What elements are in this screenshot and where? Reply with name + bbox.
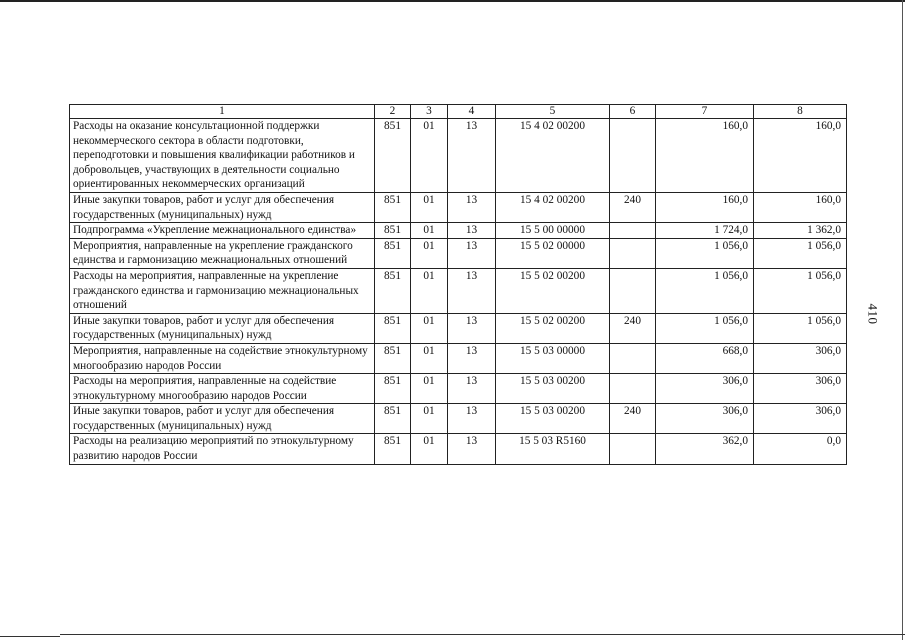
section-code-cell: 01	[411, 268, 448, 313]
target-article-cell: 15 5 03 00200	[496, 374, 610, 404]
section-code-cell: 01	[411, 313, 448, 343]
amount-col7-cell: 1 056,0	[656, 268, 754, 313]
amount-col8-cell: 1 056,0	[754, 268, 847, 313]
expense-type-cell	[610, 343, 656, 373]
target-article-cell: 15 5 00 00000	[496, 223, 610, 239]
amount-col8-cell: 1 056,0	[754, 238, 847, 268]
expense-type-cell	[610, 268, 656, 313]
department-code-cell: 851	[375, 404, 411, 434]
expense-name-cell: Расходы на реализацию мероприятий по этнокультурному развитию народов России	[70, 434, 375, 464]
subsection-code-cell: 13	[448, 223, 496, 239]
section-code-cell: 01	[411, 404, 448, 434]
amount-col7-cell: 1 056,0	[656, 238, 754, 268]
subsection-code-cell: 13	[448, 343, 496, 373]
budget-table	[69, 104, 847, 465]
table-row	[70, 268, 847, 313]
scan-border-right	[902, 0, 903, 640]
expense-type-cell	[610, 119, 656, 193]
column-header: 1	[70, 105, 375, 119]
column-header: 8	[754, 105, 847, 119]
department-code-cell: 851	[375, 313, 411, 343]
expense-name-cell: Расходы на оказание консультационной поддержки некоммерческого сектора в области подготовки, переподготовки и повышения квалификации работников и добровольцев, участвующих в деятельности социально ориентированных некоммерческих организаций	[70, 119, 375, 193]
table-row	[70, 119, 847, 193]
department-code-cell: 851	[375, 119, 411, 193]
column-header: 3	[411, 105, 448, 119]
subsection-code-cell: 13	[448, 238, 496, 268]
column-header: 6	[610, 105, 656, 119]
table-row	[70, 192, 847, 222]
target-article-cell: 15 5 02 00200	[496, 313, 610, 343]
target-article-cell: 15 5 03 00200	[496, 404, 610, 434]
column-header: 5	[496, 105, 610, 119]
department-code-cell: 851	[375, 374, 411, 404]
target-article-cell: 15 5 02 00000	[496, 238, 610, 268]
section-code-cell: 01	[411, 238, 448, 268]
subsection-code-cell: 13	[448, 192, 496, 222]
amount-col8-cell: 1 362,0	[754, 223, 847, 239]
department-code-cell: 851	[375, 192, 411, 222]
amount-col8-cell: 1 056,0	[754, 313, 847, 343]
expense-type-cell	[610, 374, 656, 404]
page-number: 410	[865, 303, 881, 325]
expense-type-cell: 240	[610, 313, 656, 343]
department-code-cell: 851	[375, 268, 411, 313]
expense-name-cell: Мероприятия, направленные на укрепление гражданского единства и гармонизацию межнациональных отношений	[70, 238, 375, 268]
section-code-cell: 01	[411, 374, 448, 404]
subsection-code-cell: 13	[448, 374, 496, 404]
department-code-cell: 851	[375, 238, 411, 268]
amount-col8-cell: 306,0	[754, 343, 847, 373]
column-header: 4	[448, 105, 496, 119]
expense-type-cell	[610, 434, 656, 464]
amount-col7-cell: 362,0	[656, 434, 754, 464]
expense-type-cell	[610, 238, 656, 268]
amount-col7-cell: 160,0	[656, 119, 754, 193]
target-article-cell: 15 4 02 00200	[496, 119, 610, 193]
amount-col7-cell: 668,0	[656, 343, 754, 373]
target-article-cell: 15 4 02 00200	[496, 192, 610, 222]
department-code-cell: 851	[375, 223, 411, 239]
amount-col8-cell: 306,0	[754, 374, 847, 404]
amount-col7-cell: 306,0	[656, 404, 754, 434]
amount-col8-cell: 160,0	[754, 192, 847, 222]
expense-type-cell	[610, 223, 656, 239]
expense-type-cell: 240	[610, 404, 656, 434]
scan-border-bottom-left	[0, 636, 60, 637]
scan-border-bottom	[60, 634, 905, 635]
column-header: 7	[656, 105, 754, 119]
expense-name-cell: Иные закупки товаров, работ и услуг для обеспечения государственных (муниципальных) нужд	[70, 313, 375, 343]
section-code-cell: 01	[411, 343, 448, 373]
amount-col7-cell: 1 724,0	[656, 223, 754, 239]
scan-border-top	[0, 0, 905, 2]
subsection-code-cell: 13	[448, 268, 496, 313]
expense-name-cell: Мероприятия, направленные на содействие этнокультурному многообразию народов России	[70, 343, 375, 373]
section-code-cell: 01	[411, 434, 448, 464]
amount-col7-cell: 160,0	[656, 192, 754, 222]
expense-name-cell: Иные закупки товаров, работ и услуг для обеспечения государственных (муниципальных) нужд	[70, 192, 375, 222]
column-header: 2	[375, 105, 411, 119]
amount-col8-cell: 160,0	[754, 119, 847, 193]
department-code-cell: 851	[375, 343, 411, 373]
expense-name-cell: Подпрограмма «Укрепление межнационального единства»	[70, 223, 375, 239]
table-row	[70, 434, 847, 464]
subsection-code-cell: 13	[448, 119, 496, 193]
subsection-code-cell: 13	[448, 434, 496, 464]
target-article-cell: 15 5 03 00000	[496, 343, 610, 373]
table-row	[70, 374, 847, 404]
expense-type-cell: 240	[610, 192, 656, 222]
table-row	[70, 238, 847, 268]
expense-name-cell: Расходы на мероприятия, направленные на укрепление гражданского единства и гармонизацию межнациональных отношений	[70, 268, 375, 313]
target-article-cell: 15 5 03 R5160	[496, 434, 610, 464]
table-row	[70, 223, 847, 239]
table-header-row	[70, 105, 847, 119]
amount-col7-cell: 1 056,0	[656, 313, 754, 343]
department-code-cell: 851	[375, 434, 411, 464]
amount-col8-cell: 306,0	[754, 404, 847, 434]
expense-name-cell: Расходы на мероприятия, направленные на содействие этнокультурному многообразию народов России	[70, 374, 375, 404]
table-row	[70, 313, 847, 343]
amount-col7-cell: 306,0	[656, 374, 754, 404]
expense-name-cell: Иные закупки товаров, работ и услуг для обеспечения государственных (муниципальных) нужд	[70, 404, 375, 434]
amount-col8-cell: 0,0	[754, 434, 847, 464]
section-code-cell: 01	[411, 119, 448, 193]
subsection-code-cell: 13	[448, 313, 496, 343]
target-article-cell: 15 5 02 00200	[496, 268, 610, 313]
subsection-code-cell: 13	[448, 404, 496, 434]
section-code-cell: 01	[411, 192, 448, 222]
table-row	[70, 343, 847, 373]
section-code-cell: 01	[411, 223, 448, 239]
table-row	[70, 404, 847, 434]
